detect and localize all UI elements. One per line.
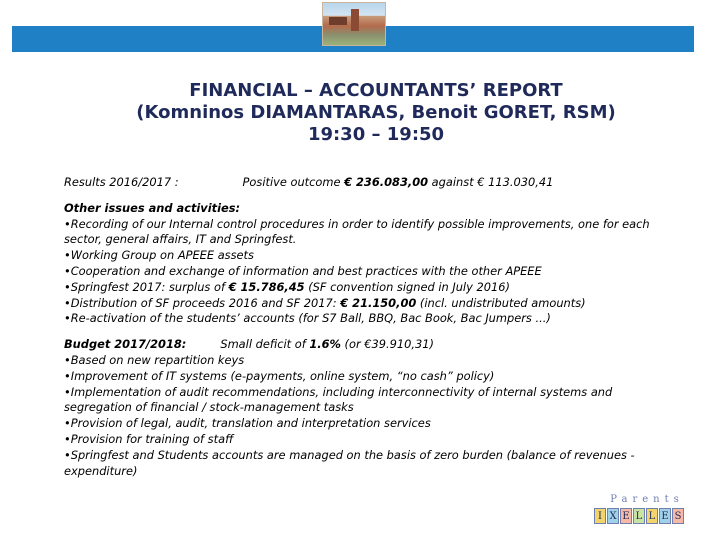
logo-letter: X xyxy=(607,508,619,524)
list-item: •Springfest and Students accounts are managed on the basis of zero burden (balance of revenues - expenditure) xyxy=(64,447,635,478)
budget-list xyxy=(64,353,664,479)
title-line-3: 19:30 – 19:50 xyxy=(307,124,445,145)
results-text-after: against € 113.030,41 xyxy=(428,175,554,189)
results-line xyxy=(64,175,664,191)
other-issues-list xyxy=(64,217,664,328)
photo-roof xyxy=(329,17,347,25)
list-item: •Implementation of audit recommendations, including interconnectivity of internal systems and segregation of financial / stock-management tasks xyxy=(64,384,613,415)
distribution-amount: € 21.150,00 xyxy=(340,295,417,310)
results-amount: € 236.083,00 xyxy=(344,175,429,189)
list-item: •Springfest 2017: surplus of € 15.786,45 (SF convention signed in July 2016) xyxy=(64,279,510,294)
page-title xyxy=(40,80,712,146)
list-item: •Provision of legal, audit, translation and interpretation services xyxy=(64,416,431,431)
logo-top-text: Parents xyxy=(610,494,684,505)
logo-letters xyxy=(594,508,685,526)
logo-letter: I xyxy=(594,508,606,524)
title-line-2: (Komninos DIAMANTARAS, Benoit GORET, RSM) xyxy=(136,102,616,123)
photo-tower xyxy=(351,9,359,31)
budget-percent: 1.6% xyxy=(309,337,341,352)
title-line-1: FINANCIAL – ACCOUNTANTS’ REPORT xyxy=(189,80,563,101)
results-label: Results 2016/2017 : xyxy=(64,175,179,189)
logo-letter: E xyxy=(620,508,632,524)
logo-letter: S xyxy=(672,508,684,524)
logo-letter: E xyxy=(659,508,671,524)
list-item: •Recording of our Internal control procedures in order to identify possible improvements, one for each sector, general affairs, IT and Springfest. xyxy=(64,216,650,247)
parents-ixelles-logo xyxy=(594,494,690,532)
budget-label: Budget 2017/2018: xyxy=(64,337,187,352)
list-item: •Re-activation of the students’ accounts (for S7 Ball, BBQ, Bac Book, Bac Jumpers ...) xyxy=(64,311,551,326)
logo-letter: L xyxy=(646,508,658,524)
list-item: •Cooperation and exchange of information and best practices with the other APEEE xyxy=(64,263,542,278)
list-item: •Working Group on APEEE assets xyxy=(64,248,254,263)
logo-letter: L xyxy=(633,508,645,524)
list-item: •Based on new repartition keys xyxy=(64,352,245,367)
list-item: •Improvement of IT systems (e-payments, online system, “no cash” policy) xyxy=(64,368,495,383)
budget-text-before: Small deficit of xyxy=(220,337,310,352)
budget-line xyxy=(64,337,664,353)
report-body xyxy=(64,175,664,479)
list-item: •Provision for training of staff xyxy=(64,431,234,446)
other-issues-heading: Other issues and activities: xyxy=(64,200,241,215)
budget-text-after: (or €39.910,31) xyxy=(340,337,434,352)
results-text-before: Positive outcome xyxy=(242,175,345,189)
springfest-amount: € 15.786,45 xyxy=(228,279,305,294)
list-item: •Distribution of SF proceeds 2016 and SF 2017: € 21.150,00 (incl. undistributed amounts) xyxy=(64,295,586,310)
school-building-photo xyxy=(322,2,386,46)
